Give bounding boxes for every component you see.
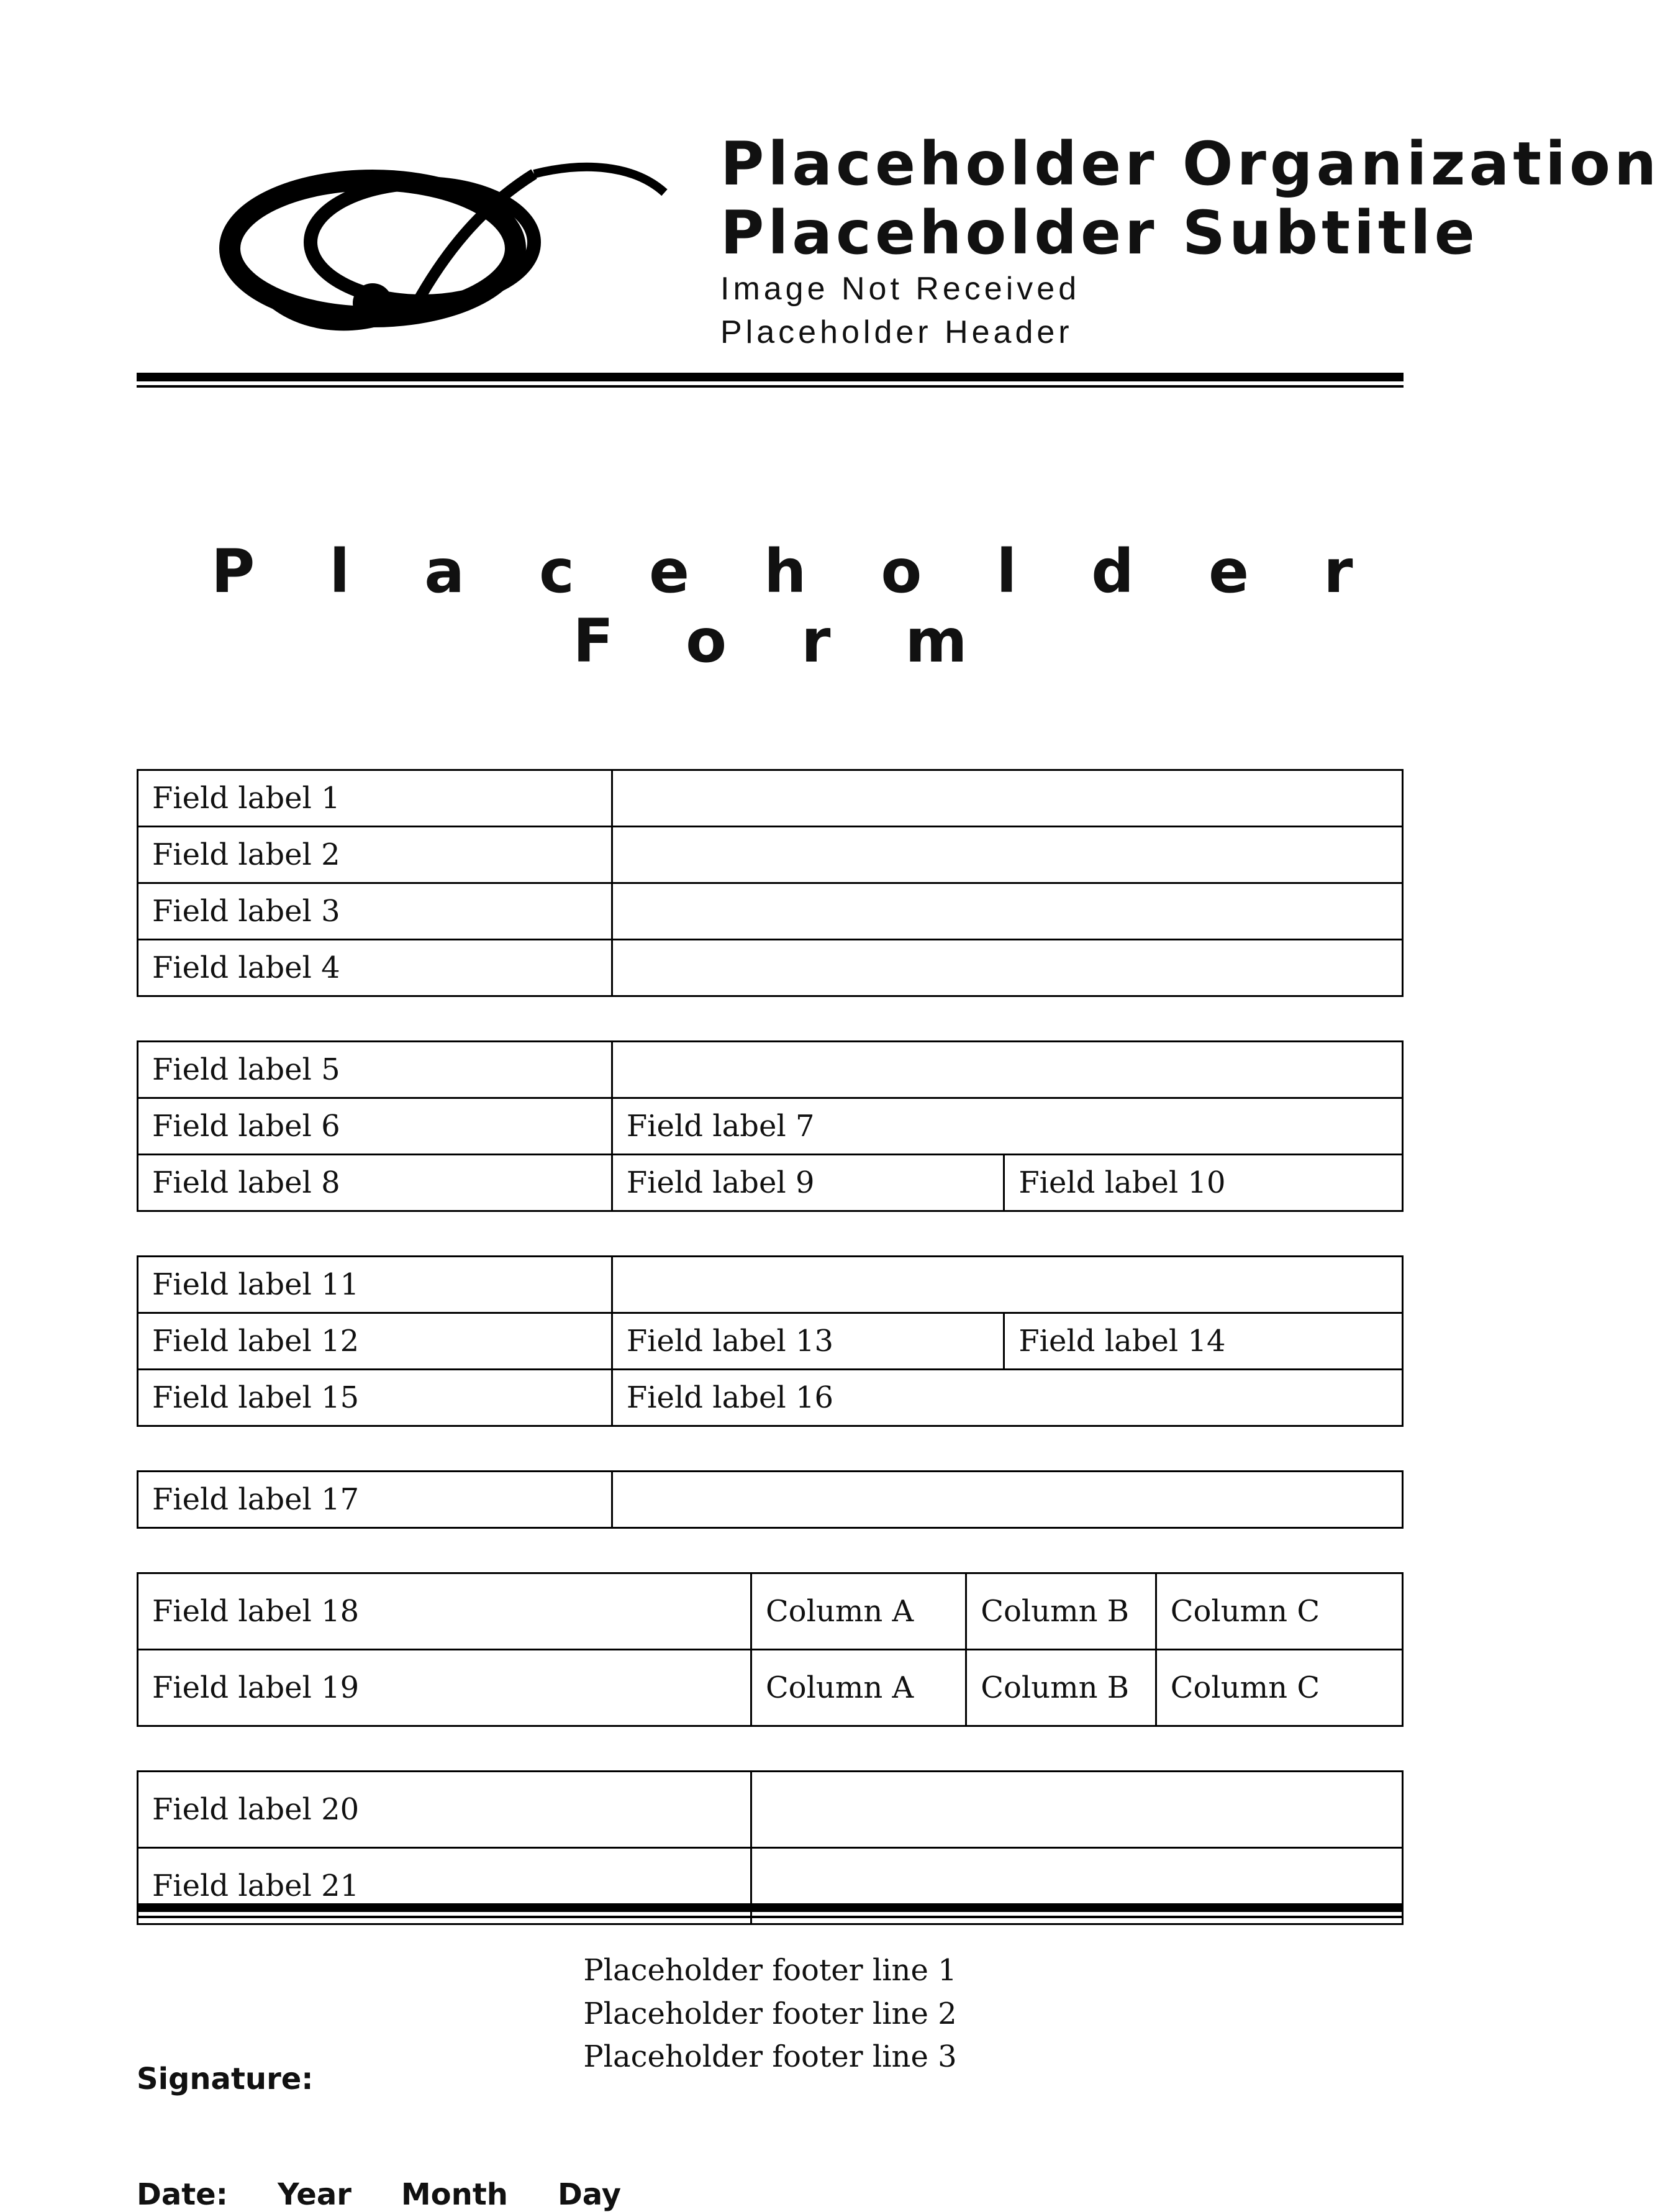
signature-area (137, 2062, 1404, 2212)
field-sub-label[interactable]: Field label 14 (1004, 1313, 1403, 1370)
signature-label: Signature: (137, 2062, 314, 2096)
field-value[interactable] (612, 883, 1402, 940)
form-section-5 (137, 1572, 1404, 1727)
field-label: Field label 11 (138, 1257, 612, 1313)
form-row (138, 1042, 1403, 1098)
form-section-2 (137, 1040, 1404, 1212)
form-row (138, 1772, 1403, 1848)
logo-icon (211, 149, 683, 335)
field-sub-label[interactable]: Column A (751, 1573, 966, 1650)
form-row (138, 827, 1403, 883)
brand-block (720, 129, 1660, 351)
footer-line-2: Placeholder footer line 2 (583, 1996, 957, 2031)
form-row (138, 1257, 1403, 1313)
field-label: Field label 12 (138, 1313, 612, 1370)
form-section-1 (137, 769, 1404, 997)
field-label: Field label 2 (138, 827, 612, 883)
field-label: Field label 18 (138, 1573, 751, 1650)
form-row (138, 1472, 1403, 1528)
footer-line-3: Placeholder footer line 3 (583, 2039, 957, 2075)
field-sub-label[interactable]: Field label 10 (1004, 1155, 1403, 1211)
brand-cn-line2: Placeholder Subtitle (720, 198, 1479, 268)
field-label: Field label 21 (138, 1848, 751, 1924)
field-value[interactable] (612, 1042, 1402, 1098)
field-label: Field label 15 (138, 1370, 612, 1426)
brand-en-line2: Placeholder Header (720, 314, 1073, 350)
brand-en-line1: Image Not Received (720, 271, 1081, 307)
field-label: Field label 3 (138, 883, 612, 940)
form-section-6 (137, 1770, 1404, 1925)
page-title: Placeholder Form (211, 537, 1428, 676)
field-value[interactable] (612, 1472, 1402, 1528)
field-label: Field label 6 (138, 1098, 612, 1155)
field-sub-label[interactable]: Column C (1156, 1650, 1402, 1726)
date-month[interactable]: Month (401, 2177, 508, 2212)
field-value[interactable] (612, 940, 1402, 996)
date-year[interactable]: Year (277, 2177, 352, 2212)
field-sub-label[interactable]: Column B (966, 1573, 1156, 1650)
field-label: Field label 8 (138, 1155, 612, 1211)
field-label: Field label 19 (138, 1650, 751, 1726)
form-row (138, 1573, 1403, 1650)
date-day[interactable]: Day (557, 2177, 621, 2212)
field-sub-label[interactable]: Column C (1156, 1573, 1402, 1650)
page-footer (137, 1903, 1404, 2079)
form-row (138, 940, 1403, 996)
field-sub-label[interactable]: Column B (966, 1650, 1156, 1726)
field-label: Field label 5 (138, 1042, 612, 1098)
field-value[interactable] (612, 770, 1402, 827)
form-row (138, 1313, 1403, 1370)
form-section-4 (137, 1470, 1404, 1529)
form-row (138, 1155, 1403, 1211)
field-sub-label[interactable]: Field label 7 (612, 1098, 1402, 1155)
field-sub-label[interactable]: Field label 16 (612, 1370, 1402, 1426)
form-row (138, 883, 1403, 940)
field-label: Field label 1 (138, 770, 612, 827)
field-label: Field label 20 (138, 1772, 751, 1848)
page-header (137, 129, 1660, 350)
field-label: Field label 4 (138, 940, 612, 996)
form-row (138, 1098, 1403, 1155)
field-value[interactable] (612, 1257, 1402, 1313)
bottom-divider (137, 1903, 1404, 1912)
footer-line-1: Placeholder footer line 1 (583, 1953, 957, 1988)
brand-cn-line1: Placeholder Organization (720, 129, 1660, 199)
form-tables (137, 769, 1404, 1925)
date-label: Date: (137, 2177, 228, 2212)
field-sub-label[interactable]: Column A (751, 1650, 966, 1726)
field-value[interactable] (751, 1772, 1402, 1848)
form-row (138, 770, 1403, 827)
logo (211, 149, 683, 335)
form-row (138, 1650, 1403, 1726)
date-line (137, 2177, 1404, 2212)
form-row (138, 1370, 1403, 1426)
field-sub-label[interactable]: Field label 13 (612, 1313, 1004, 1370)
form-section-3 (137, 1255, 1404, 1427)
field-label: Field label 17 (138, 1472, 612, 1528)
field-sub-label[interactable]: Field label 9 (612, 1155, 1004, 1211)
field-value[interactable] (612, 827, 1402, 883)
top-divider (137, 373, 1404, 381)
